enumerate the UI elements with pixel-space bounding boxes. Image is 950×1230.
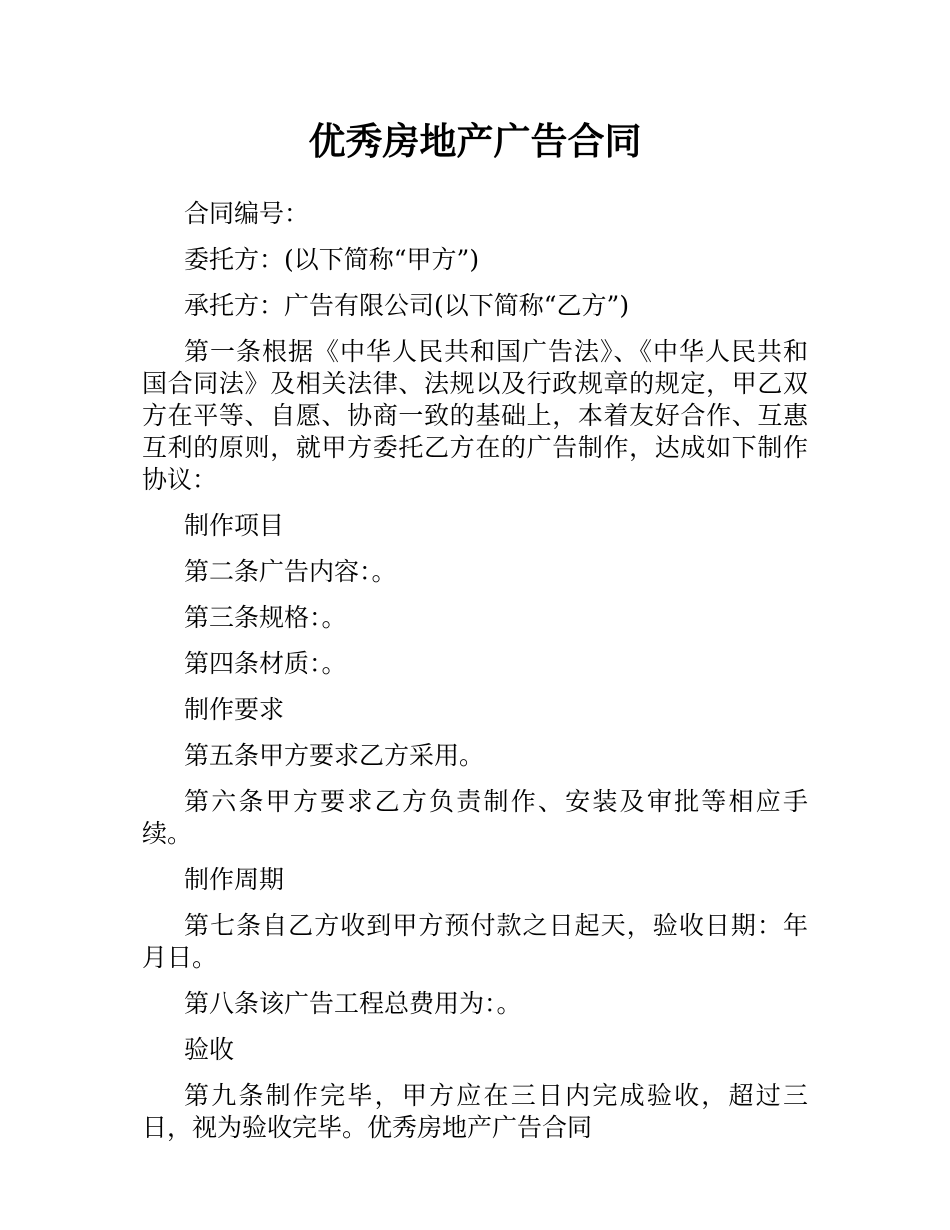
- contract-number-line: 合同编号：: [184, 199, 310, 228]
- article-5: 第五条甲方要求乙方采用。: [184, 741, 485, 770]
- article-2: 第二条广告内容：。: [184, 557, 397, 586]
- section-heading-production-period: 制作周期: [184, 865, 285, 894]
- section-heading-production-items: 制作项目: [184, 511, 285, 540]
- article-7: 第七条自乙方收到甲方预付款之日起天，验收日期：年月日。: [142, 911, 808, 972]
- article-8: 第八条该广告工程总费用为：。: [184, 989, 522, 1018]
- section-heading-acceptance: 验收: [184, 1035, 235, 1064]
- article-9: 第九条制作完毕，甲方应在三日内完成验收，超过三日，视为验收完毕。优秀房地产广告合同: [142, 1081, 808, 1142]
- article-3: 第三条规格：。: [184, 603, 347, 632]
- article-1: 第一条根据《中华人民共和国广告法》、《中华人民共和国合同法》及相关法律、法规以及行政规章的规定，甲乙双方在平等、自愿、协商一致的基础上，本着友好合作、互惠互利的原则，就甲方委托乙方在的广告制作，达成如下制作协议：: [142, 337, 808, 494]
- document-body: [142, 198, 808, 1158]
- article-4: 第四条材质：。: [184, 649, 347, 678]
- article-6: 第六条甲方要求乙方负责制作、安装及审批等相应手续。: [142, 787, 808, 848]
- client-party-line: 委托方：(以下简称“甲方”): [184, 245, 480, 274]
- contractor-party-line: 承托方：广告有限公司(以下简称“乙方”): [184, 291, 630, 320]
- document-title: 优秀房地产广告合同: [308, 120, 642, 163]
- section-heading-production-requirements: 制作要求: [184, 695, 285, 724]
